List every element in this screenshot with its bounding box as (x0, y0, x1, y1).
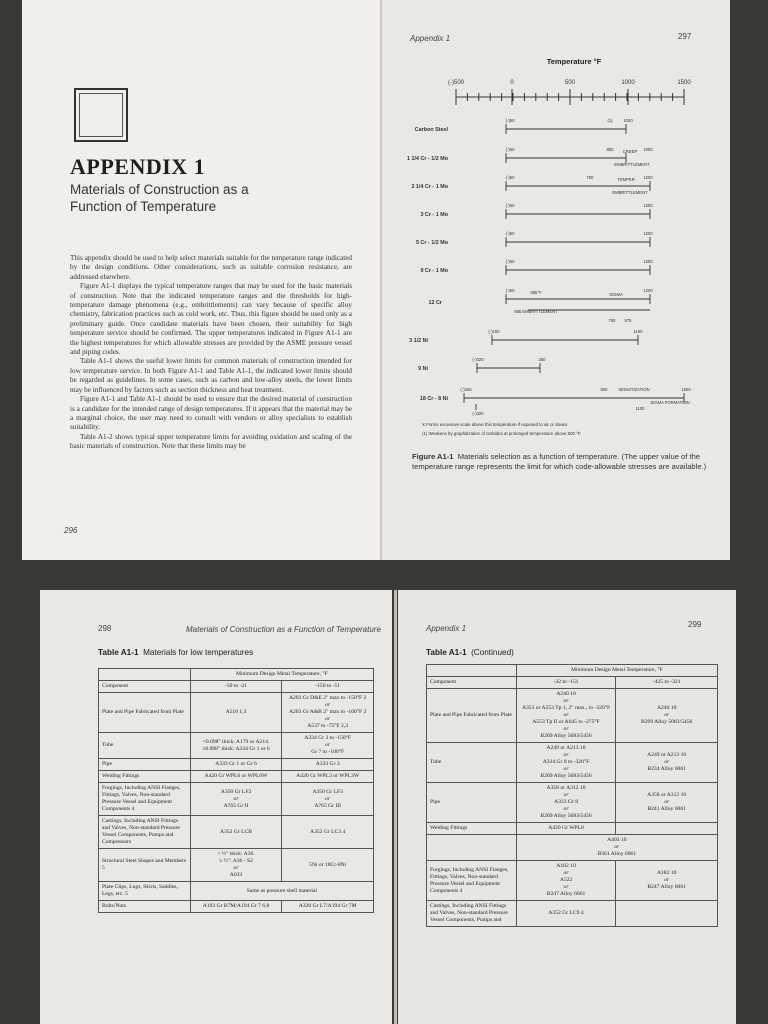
table-cell (190, 901, 282, 913)
page-number: 297 (678, 32, 692, 41)
table-cell (282, 849, 374, 882)
table-cell-component: Plate and Pipe Fabricated from Plate (99, 693, 191, 733)
paragraph: Table A1-1 shows the useful lower limits for common materials of construction intended for low temperature service. In both Figure A1-1 and Table A1-1, the indicated lower limits should be regarded as guidelines. In some cases, such as carbon and low-alloy steels, the lower limits may be influenced by factors such as section thickness and heat treatment. (70, 357, 352, 394)
material-label: 18 Cr - 8 Ni (419, 396, 448, 402)
page-297 (382, 0, 730, 560)
table-cell (516, 901, 616, 927)
table-cell (282, 733, 374, 759)
table-row (427, 823, 718, 835)
page-299 (398, 590, 736, 1024)
cell-line: A633 (229, 872, 243, 878)
table-row (99, 733, 374, 759)
page-296 (22, 0, 380, 560)
table-cell-component: Forgings, Including ANSI Flanges, Fittings, Valves, Non-standard Pressure Vessel and Equipment Components 4 (427, 861, 517, 901)
page-number: 298 (98, 624, 112, 633)
table-cell-component: Structural Steel Shapes and Members 5 (99, 849, 191, 882)
cell-line: B209 Alloy 5083/5456 (641, 719, 693, 725)
table-row (99, 849, 374, 882)
table-cell-component: Welding Fittings (99, 771, 191, 783)
table-cell-component: Plate and Pipe Fabricated from Plate (427, 689, 517, 743)
table-cell (282, 816, 374, 849)
temperature-axis (456, 89, 684, 105)
bar-label: 1200 (643, 231, 653, 236)
cell-line: A350 Gr LF3 (312, 788, 343, 795)
table-cell (190, 693, 282, 733)
bar-label: 1200 (643, 175, 653, 180)
cell-line: A350 Gr LF2 (220, 788, 252, 795)
cell-line: A420 Gr WPL3 or WPL3W (296, 773, 360, 779)
cell-line: B241 Alloy 6061 (647, 806, 686, 812)
cell-line: <0.098" thick: A179 or A214. (202, 738, 270, 745)
bar-label: (-)50 (505, 259, 515, 264)
appendix-subtitle: Materials of Construction as a Function of Temperature (70, 182, 249, 214)
cell-line: or (325, 742, 331, 748)
table-cell (516, 689, 616, 743)
bar-label: (-)50 (505, 118, 515, 123)
material-label: 5 Cr - 1/2 Mo (415, 240, 448, 246)
bar-label: 1000 (643, 147, 653, 152)
table-row (427, 689, 718, 743)
axis-tick-label: 1000 (621, 80, 635, 86)
cell-line: or (563, 726, 569, 732)
range-bars (464, 124, 684, 410)
table-label: Table A1-1 (426, 648, 467, 657)
cell-line: A182 10 (556, 863, 576, 869)
cell-line: or (563, 698, 569, 704)
bar-label: (-)50 (505, 147, 515, 152)
bar-label: 1100 (633, 329, 643, 334)
table-cell-component: Tube (427, 743, 517, 783)
table-cell-component: Pipe (427, 783, 517, 823)
bar-label: (-)50 (505, 203, 515, 208)
page-number: 299 (688, 620, 702, 629)
table-title (426, 648, 514, 657)
table-cell (516, 783, 616, 823)
bar-label: 700 (586, 175, 594, 180)
paragraph: Figure A1-1 displays the typical temperature ranges that may be used for the basic materials of construction. Note that the indicated temperature ranges and the thresholds for high-temperature damage phenomena (e.g., embrittlements) can vary because of specific alloy chemistry, fabrication practices such as cold work, etc. Thus, this figure should be used only as a preliminary guide. Once candidate materials have been chosen, their suitability for high temperature service should be confirmed. The upper temperatures indicated in Figure A1-1 are the highest temperatures for which allowable stresses are provided by the ASME pressure vessel and piping codes. (70, 282, 352, 357)
bar-label: SENSITIZATION (618, 387, 650, 392)
cell-line: Gr 7 to -100°F (311, 749, 345, 755)
table-row (99, 882, 374, 901)
table-header-span: Minimum Design Metal Temperature, °F (516, 665, 717, 677)
table-row (99, 901, 374, 913)
bar-label: (-)50 (505, 288, 515, 293)
page-gutter (380, 0, 382, 560)
bar-label: 885°F (530, 290, 542, 295)
table-header-span: Minimum Design Metal Temperature, °F (190, 669, 373, 681)
table-cell (516, 861, 616, 901)
cell-line: A320 Gr L7/A194 Gr 7M (298, 903, 357, 909)
bar-label: 1200 (643, 259, 653, 264)
paragraph: Table A1-2 shows typical upper temperature limits for avoiding oxidation and scaling of the basic materials of construction. Note that these limits may be (70, 432, 352, 451)
cell-line: A193 Gr B7M/A194 Gr 7 6,8 (202, 903, 270, 909)
bar-label: 1500 (681, 387, 691, 392)
table-cell (190, 783, 282, 816)
table-cell (282, 901, 374, 913)
page-298 (40, 590, 392, 1024)
material-label: 2 1/4 Cr - 1 Mo (411, 184, 448, 190)
paragraph: This appendix should be used to help select materials suitable for the temperature range indicated by the design conditions. Other considerations, such as suitable corrosion resistance, are addressed elsewhere. (70, 254, 352, 281)
cell-line: or (614, 844, 620, 850)
cell-line: A203 Gr A&B 2" max to -100°F 2 (288, 709, 367, 715)
figure-caption (412, 452, 712, 472)
material-label: 12 Cr (428, 300, 442, 306)
table-cell-component: Plate Clips, Lugs, Skirts, Saddles, Legs, etc. 5 (99, 882, 191, 901)
material-label: 1 1/4 Cr - 1/2 Mo (406, 156, 448, 162)
table-cell-component: Welding Fittings (427, 823, 517, 835)
bar-label: (-)320 (472, 357, 484, 362)
bar-label: 1200 (643, 203, 653, 208)
bar-label: (-)320 (472, 411, 484, 416)
cell-line: A182 10 (656, 870, 677, 876)
cell-line: A333 Gr 1 or Gr 6 (215, 761, 257, 767)
table-row (99, 693, 374, 733)
table-cell (516, 743, 616, 783)
cell-line: A352 Gr LC3 4 (310, 828, 346, 835)
table-cell (282, 693, 374, 733)
cell-line: A358 or A312 10 (647, 792, 687, 798)
table-caption: Materials for low temperatures (143, 648, 254, 657)
table-cell (616, 823, 718, 835)
table-row (427, 783, 718, 823)
table-col-header: -425 to -321 (616, 677, 718, 689)
cell-line: B247 Alloy 6061 (647, 884, 686, 890)
table-cell-component: Forgings, Including ANSI Flanges, Fittings, Valves, Non-standard Pressure Vessel and Equipment Components 4 (99, 783, 191, 816)
table-cell-span: Same as pressure shell material (190, 882, 373, 901)
cell-line: A240 10 (656, 705, 677, 711)
cell-line: or (664, 759, 670, 765)
table-row (427, 901, 718, 927)
cell-line: or (664, 877, 670, 883)
table-cell (616, 689, 718, 743)
cell-line: or (563, 712, 569, 718)
figure-caption-label: Figure A1-1 (412, 452, 454, 461)
table-cell (282, 783, 374, 816)
table-cell-component: Bolts/Nuts (99, 901, 191, 913)
cell-line: or (563, 884, 569, 890)
bar-label: (-)425 (460, 387, 472, 392)
cell-line: or (563, 806, 569, 812)
cell-line: ≥0.098" thick: A334 Gr 1 or 6 (202, 745, 270, 752)
low-temperature-materials-table-continued (426, 664, 718, 927)
low-temperature-materials-table (98, 668, 374, 913)
table-cell (516, 835, 717, 861)
cell-line: or (233, 795, 239, 802)
cell-line: A765 Gr II (223, 802, 249, 809)
table-title (98, 648, 253, 657)
bar-label: 1100 (635, 406, 645, 411)
figure-footnote: X Forms excessive scale above this temperature if exposed to air or steam. (422, 422, 569, 427)
bar-label: 800 (600, 387, 608, 392)
cell-line: A537 to -75°F 2,3 (307, 723, 349, 729)
temperature-range-figure (382, 0, 730, 450)
material-label: 9 Cr - 1 Mo (420, 268, 448, 274)
cell-line: B209 Alloy 5083/5456 (540, 733, 592, 739)
table-row (99, 771, 374, 783)
cell-line: A203 Gr D&E 2" max to -150°F 2 (288, 695, 367, 701)
table-cell (282, 759, 374, 771)
bar-label: (-)150 (488, 329, 500, 334)
figure-caption-text: Materials selection as a function of temperature. (The upper value of the temperature range represents the limit for which code-allowable stresses are available.) (412, 452, 707, 471)
page-gutter (394, 590, 397, 1024)
cell-line: A353 or A553 Tp 1, 2" max., to -320°F (521, 705, 611, 711)
material-label: 3 1/2 Ni (409, 338, 428, 344)
table-cell (616, 861, 718, 901)
cell-line: or (233, 865, 239, 871)
chapter-box-ornament (74, 88, 128, 142)
table-col-header: Component (99, 681, 191, 693)
table-cell (616, 901, 718, 927)
table-row (427, 743, 718, 783)
cell-line: 5Ni or 18Cr-8Ni (309, 861, 347, 868)
table-row (427, 835, 718, 861)
table-label: Table A1-1 (98, 648, 139, 657)
cell-line: A553 Tp II or A645 to -275°F (532, 719, 600, 725)
table-cell (616, 743, 718, 783)
bar-label: 885 EMBRITTLEMENT (514, 309, 558, 314)
paragraph: Figure A1-1 and Table A1-1 should be used to ensure that the desired material of construction is a candidate for the intended range of design temperatures. If it appears that the material may be a marginal choice, the user may need to consult with vendors or alloy specialists to establish suitability. (70, 395, 352, 432)
table-caption: (Continued) (471, 648, 514, 657)
axis-title: Temperature °F (546, 57, 602, 66)
cell-line: or (664, 712, 670, 718)
cell-line: A240 10 (556, 691, 576, 697)
cell-line: or (563, 766, 569, 772)
table-cell-component: Pipe (99, 759, 191, 771)
table-col-header: -150 to -51 (282, 681, 374, 693)
bar-label: (-)50 (505, 231, 515, 236)
table-col-header: -50 to -21 (190, 681, 282, 693)
appendix-body-text (70, 254, 352, 452)
cell-line: or (563, 870, 569, 876)
cell-line: A358 or A312 10 (546, 785, 586, 791)
cell-line: A249 or A213 10 (546, 745, 586, 751)
cell-line: B209 Alloy 5083/5456 (540, 813, 592, 819)
bar-label: 1200 (643, 288, 653, 293)
table-cell (190, 771, 282, 783)
bar-label: CREEP (622, 149, 638, 154)
table-cell-component: Castings, Including ANSI Fittings and Valves, Non-standard Pressure Vessel Components, Pumps and Compressors (99, 816, 191, 849)
table-cell-component: Tube (99, 733, 191, 759)
axis-tick-label: (-)500 (447, 80, 465, 86)
cell-line: A249 or A213 10 (647, 752, 687, 758)
cell-line: B234 Alloy 6061 (647, 766, 686, 772)
cell-line: A420 Gr WPL6 or WPL6W (204, 773, 268, 779)
running-header: Appendix 1 (426, 624, 467, 633)
cell-line: or (563, 792, 569, 798)
cell-line: or (664, 799, 670, 805)
table-cell (190, 733, 282, 759)
bar-label: 1000 (623, 118, 633, 123)
cell-line: A334 Gr 3 to -150°F (304, 735, 352, 741)
cell-line: or (325, 716, 331, 722)
table-cell-component: Castings, Including ANSI Fittings and Valves, Non-standard Pressure Vessel Components, Pumps and (427, 901, 517, 927)
table-row (99, 759, 374, 771)
cell-line: A333 Gr 8 (554, 799, 578, 805)
table-cell (190, 816, 282, 849)
table-cell (516, 823, 616, 835)
bar-label: 975 (624, 318, 632, 323)
page-number: 296 (64, 526, 78, 535)
cell-line: B209 Alloy 5083/5456 (540, 773, 592, 779)
table-cell (616, 783, 718, 823)
table-col-header: -32 to -151 (516, 677, 616, 689)
cell-line: A352 Gr LCB (220, 828, 253, 835)
table-row (99, 783, 374, 816)
running-header: Materials of Construction as a Function of Temperature (186, 625, 381, 634)
bar-label: SIGMA FORMATION (650, 400, 690, 405)
material-label: 9 Ni (418, 366, 428, 372)
bar-label: 250 (538, 357, 546, 362)
axis-tick-label: 1500 (677, 80, 691, 86)
axis-tick-label: 500 (564, 80, 576, 86)
bar-label: SIGMA (609, 292, 623, 297)
table-cell (190, 759, 282, 771)
table-col-header: Component (427, 677, 517, 689)
appendix-heading: APPENDIX 1 (70, 154, 206, 179)
cell-line: B361 Alloy 6061 (597, 851, 637, 857)
table-cell (190, 849, 282, 882)
cell-line: A334 Gr 8 to -320°F (542, 759, 590, 765)
material-label: 3 Cr - 1 Mo (420, 212, 448, 218)
cell-line: A352 Gr LC9 4 (548, 910, 584, 916)
axis-tick-label: 0 (510, 80, 514, 86)
material-label: Carbon Steel (414, 127, 448, 133)
bar-label: TEMPER (617, 177, 635, 182)
table-row (99, 816, 374, 849)
bar-label: 850 (606, 147, 614, 152)
table-cell-component (427, 835, 517, 861)
figure-footnote: (1) Weakens by graphitization of carbides at prolonged temperature above 800 °F. (422, 431, 582, 436)
cell-line: A403 10 (607, 837, 627, 843)
table-cell (282, 771, 374, 783)
table-row (427, 861, 718, 901)
cell-line: A522 (559, 877, 573, 883)
cell-line: or (325, 702, 331, 708)
bar-label: EMBRITTLEMENT (614, 162, 650, 167)
bar-label: (1) (607, 118, 613, 123)
bar-label: EMBRITTLEMENT (612, 190, 648, 195)
cell-line: B247 Alloy 6061 (546, 891, 586, 897)
cell-line: A333 Gr 3 (315, 761, 340, 767)
cell-line: or (325, 795, 331, 802)
bar-label: 750 (608, 318, 616, 323)
running-header: Appendix 1 (410, 34, 451, 43)
cell-line: < ½" thick: A36. (217, 851, 255, 857)
cell-line: A420 Gr WPL8 (548, 825, 584, 831)
cell-line: A765 Gr III (314, 802, 342, 809)
bar-label: (-)50 (505, 175, 515, 180)
cell-line: A516 1,3 (225, 709, 247, 715)
cell-line: or (563, 752, 569, 758)
cell-line: ≥ ½": A36 - S2 (219, 858, 253, 864)
